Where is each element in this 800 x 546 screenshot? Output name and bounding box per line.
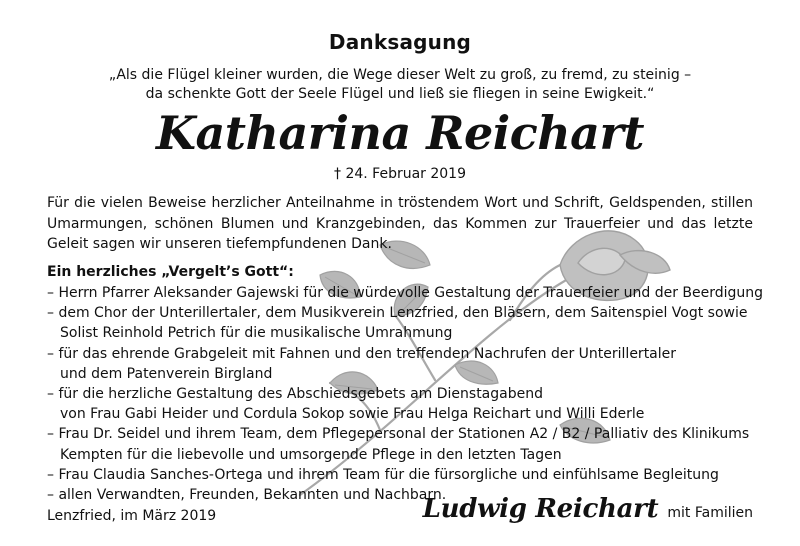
thanks-item: – Herrn Pfarrer Aleksander Gajewski für die würdevolle Gestaltung der Trauerfeier und der Beerdigung — [47, 285, 764, 301]
thanks-list — [47, 283, 767, 505]
thanks-item: – allen Verwandten, Freunden, Bekannten und Nachbarn. — [47, 487, 447, 504]
thanks-item: – Frau Claudia Sanches-Ortega und ihrem Team für die fürsorgliche und einfühlsame Begleitung — [47, 466, 719, 483]
signature-name: Ludwig Reichart — [422, 494, 659, 524]
notice-title: Danksagung — [328, 30, 472, 54]
intro-line: Umarmungen, schönen Blumen und Kranzgebinden, das Kommen zur Trauerfeier und das letzte — [47, 215, 753, 232]
thanks-heading: Ein herzliches „Vergelt’s Gott“: — [47, 264, 294, 280]
thanks-item-continuation: Solist Reinhold Petrich für die musikalische Umrahmung — [60, 325, 453, 342]
thanks-item: – für die herzliche Gestaltung des Abschiedsgebets am Dienstagabend — [47, 386, 543, 403]
quote-line: „Als die Flügel kleiner wurden, die Wege dieser Welt zu groß, zu fremd, zu steinig – — [108, 67, 692, 83]
quote-line: da schenkte Gott der Seele Flügel und ließ sie fliegen in seine Ewigkeit.“ — [145, 86, 655, 102]
place-date: Lenzfried, im März 2019 — [47, 508, 217, 524]
intro-line: Geleit sagen wir unseren tiefempfundenen Dank. — [47, 236, 392, 252]
signature — [423, 494, 753, 524]
thanks-item-continuation: Kempten für die liebevolle und umsorgende Pflege in den letzten Tagen — [60, 446, 562, 463]
thanks-item: – Frau Dr. Seidel und ihrem Team, dem Pflegepersonal der Stationen A2 / B2 / Palliativ des Klinikums — [47, 426, 750, 443]
thanks-item: – für das ehrende Grabgeleit mit Fahnen und den treffenden Nachrufen der Unterillertaler — [47, 345, 677, 362]
signature-suffix: mit Familien — [667, 505, 753, 521]
thanks-item-continuation: und dem Patenverein Birgland — [60, 365, 273, 382]
intro-line: Für die vielen Beweise herzlicher Anteilnahme in tröstendem Wort und Schrift, Geldspenden, stillen — [47, 195, 753, 211]
thanks-item-continuation: von Frau Gabi Heider und Cordula Sokop sowie Frau Helga Reichart und Willi Ederle — [60, 406, 645, 423]
intro-paragraph — [47, 193, 753, 255]
thanks-item: – dem Chor der Unterillertaler, dem Musikverein Lenzfried, den Bläsern, dem Saitenspiel Vogt sowie — [47, 305, 748, 322]
death-date: † 24. Februar 2019 — [334, 166, 466, 182]
memorial-quote — [0, 66, 800, 104]
deceased-name: Katharina Reichart — [156, 106, 644, 160]
